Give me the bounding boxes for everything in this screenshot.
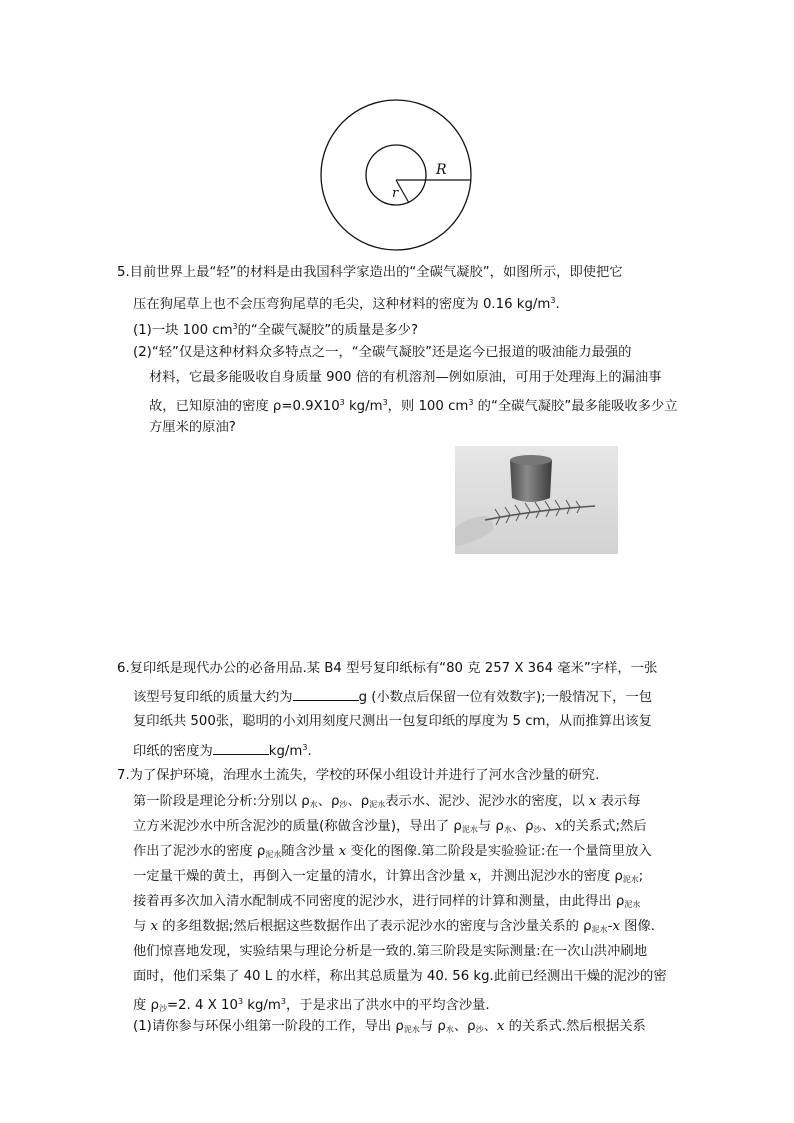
q5-part-2-line-3: 故，已知原油的密度 $\rho=0.9X10^3$ $kg/m^3$，则 100 $cm^3$ 的“全碳气凝胶”最多能吸收多少立 [149, 398, 678, 414]
q7-line-8: 他们惊喜地发现，实验结果与理论分析是一致的.第三阶段是实际测量:在一次山洪冲刷地 [133, 944, 647, 959]
concentric-circles-figure [318, 96, 474, 254]
label-r: r [392, 186, 399, 201]
q7-line-1: 7.为了保护环境，治理水土流失，学校的环保小组设计并进行了河水含沙量的研究. [117, 768, 600, 783]
q7-part-1: (1)请你参与环保小组第一阶段的工作，导出 $\rho_{泥水}$与 $\rho_水$、$\rho_沙$、x 的关系式.然后根据关系 [133, 1019, 646, 1034]
answer-blank-density[interactable] [213, 740, 269, 755]
q7-line-6: 接着再多次加入清水配制成不同密度的泥沙水，进行同样的计算和测量，由此得出 $\rho_{泥水}$ [133, 894, 641, 909]
q6-line-2: 该型号复印纸的质量大约为 g (小数点后保留一位有效数字);一般情况下，一包 [133, 686, 652, 708]
q5-part-2-line-2: 材料，它最多能吸收自身质量 900 倍的有机溶剂—例如原油，可用于处理海上的漏油事 [149, 370, 662, 385]
outer-circle [321, 100, 471, 250]
q7-line-5: 一定量干燥的黄土，再倒入一定量的清水，计算出含沙量 x，并测出泥沙水的密度 $\rho_{泥水}$; [133, 869, 644, 884]
q6-line-1: 6.复印纸是现代办公的必备用品.某 B4 型号复印纸标有“80 克 257 X 364 毫米”字样，一张 [117, 661, 658, 676]
q5-line-2: 压在狗尾草上也不会压弯狗尾草的毛尖，这种材料的密度为 0.16 $kg/m^3$. [133, 296, 560, 312]
q7-line-3: 立方米泥沙水中所含泥沙的质量(称做含沙量)，导出了 $\rho_{泥水}$与 $\rho_水$、$\rho_沙$、x的关系式;然后 [133, 819, 647, 834]
q6-line-4: 印纸的密度为 $kg/m^3$. [133, 738, 312, 762]
q7-line-7: 与 x 的多组数据;然后根据这些数据作出了表示泥沙水的密度与含沙量关系的 $\rho_{泥水}-x$ 图像. [133, 919, 655, 934]
aerogel-top [510, 455, 552, 465]
q5-line-1: 5.目前世界上最“轻”的材料是由我国科学家造出的“全碳气凝胶”，如图所示，即使把它 [117, 265, 623, 280]
q7-line-2: 第一阶段是理论分析:分别以 $\rho_水$、$\rho_沙$、$\rho_{泥水}$表示水、泥沙、泥沙水的密度，以 x 表示每 [133, 794, 641, 809]
q5-part-1: (1)一块 100 $cm^3$的“全碳气凝胶”的质量是多少? [133, 322, 419, 338]
q6-line-3: 复印纸共 500张，聪明的小刘用刻度尺测出一包复印纸的厚度为 5 cm，从而推算出该复 [133, 714, 652, 729]
q7-line-10: 度 $\rho_沙=2$. 4 X $10^3$ $kg/m^3$，于是求出了洪水中的平均含沙量. [133, 997, 490, 1013]
label-R: R [436, 162, 447, 178]
q5-part-2-line-1: (2)“轻”仅是这种材料众多特点之一，“全碳气凝胶”还是迄今已报道的吸油能力最强的 [133, 345, 632, 360]
q7-line-4: 作出了泥沙水的密度 $\rho_{泥水}$随含沙量 x 变化的图像.第二阶段是实验验证:在一个量筒里放入 [133, 844, 652, 859]
aerogel-photo [455, 446, 618, 554]
answer-blank-mass[interactable] [293, 686, 359, 701]
q5-part-2-line-4: 方厘米的原油? [149, 420, 236, 435]
q7-line-9: 面时，他们采集了 40 L 的水样，称出其总质量为 40. 56 kg.此前已经测出干燥的泥沙的密 [133, 969, 667, 984]
